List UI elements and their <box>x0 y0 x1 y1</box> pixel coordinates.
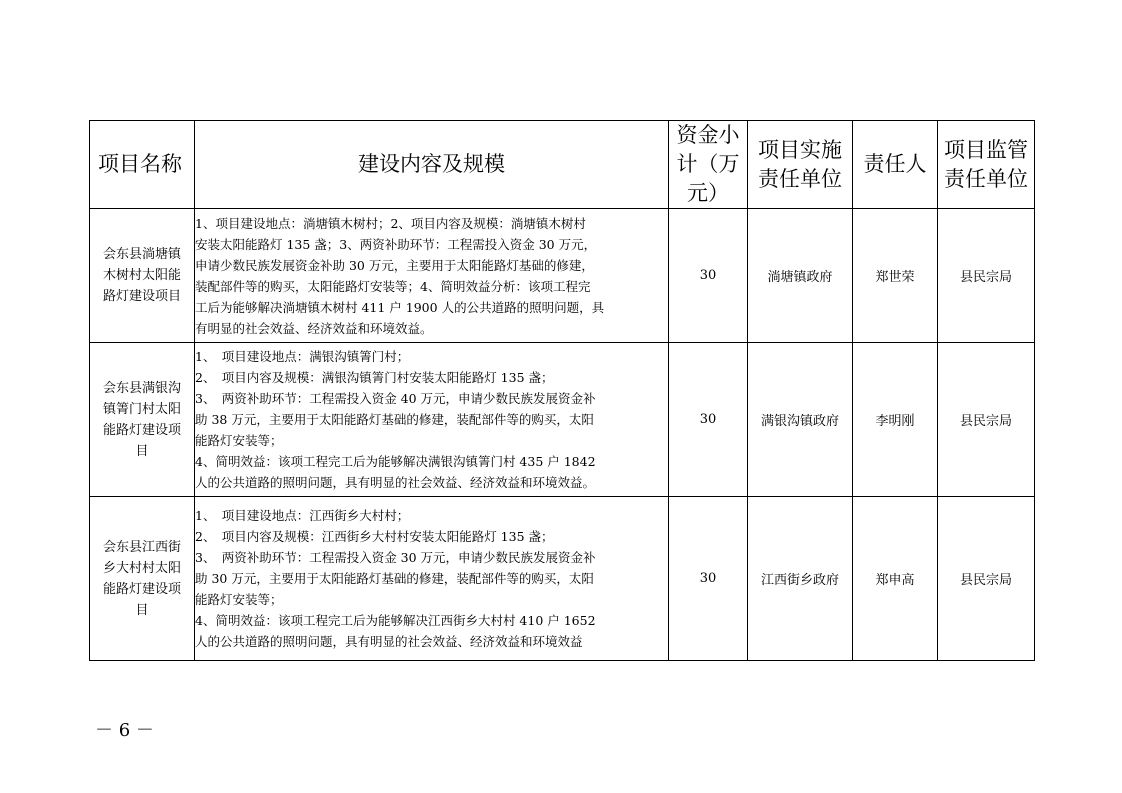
implementing-unit-cell: 淌塘镇政府 <box>748 209 853 343</box>
header-supervisor-line: 项目监管 <box>944 137 1028 162</box>
project-name-line: 会东县满银沟 <box>102 380 181 396</box>
supervising-unit-cell: 县民宗局 <box>938 343 1035 497</box>
project-name-line: 会东县江西街 <box>102 539 181 555</box>
content-line: 申请少数民族发展资金补助 30 万元，主要用于太阳能路灯基础的修建， <box>195 257 594 273</box>
content-line: 装配部件等的购买，太阳能路灯安装等；4、简明效益分析：该项工程完 <box>195 278 591 294</box>
content-line: 能路灯安装等； <box>195 433 283 448</box>
project-name-line: 路灯建设项目 <box>102 289 181 304</box>
funds-cell: 30 <box>669 497 748 661</box>
header-implementing-unit <box>748 121 853 209</box>
responsible-person-cell: 李明刚 <box>853 343 938 497</box>
content-line: 人的公共道路的照明问题，具有明显的社会效益、经济效益和环境效益 <box>195 634 583 649</box>
header-unit-line: 项目实施 <box>758 137 842 162</box>
table-row <box>90 209 1035 343</box>
table-row <box>90 497 1035 661</box>
content-line: 3、 两资补助环节：工程需投入资金 40 万元，申请少数民族发展资金补 <box>195 391 596 406</box>
content-line: 有明显的社会效益、经济效益和环境效益。 <box>195 320 433 336</box>
header-funds-line: 计（万 <box>676 152 740 176</box>
content-line: 2、 项目内容及规模：江西街乡大村村安装太阳能路灯 135 盏； <box>195 529 554 544</box>
project-name-line: 目 <box>135 443 149 459</box>
content-line: 人的公共道路的照明问题，具有明显的社会效益、经济效益和环境效益。 <box>195 475 596 490</box>
table-header-row <box>90 121 1035 209</box>
project-name-line: 乡大村村太阳 <box>102 560 181 576</box>
header-project-name: 项目名称 <box>90 121 195 209</box>
header-content-scale: 建设内容及规模 <box>195 121 669 209</box>
header-responsible-person: 责任人 <box>853 121 938 209</box>
supervising-unit-cell: 县民宗局 <box>938 497 1035 661</box>
content-line: 3、 两资补助环节：工程需投入资金 30 万元，申请少数民族发展资金补 <box>195 550 596 565</box>
responsible-person-cell: 郑申高 <box>853 497 938 661</box>
project-name-cell <box>90 343 195 497</box>
supervising-unit-cell: 县民宗局 <box>938 209 1035 343</box>
project-name-line: 能路灯建设项 <box>102 422 181 438</box>
content-line: 4、简明效益：该项工程完工后为能够解决满银沟镇箐门村 435 户 1842 <box>195 454 596 469</box>
project-name-line: 木树村太阳能 <box>102 268 181 283</box>
project-name-line: 目 <box>135 602 149 618</box>
project-content-cell <box>195 209 669 343</box>
header-unit-line: 责任单位 <box>758 166 842 191</box>
project-name-cell <box>90 209 195 343</box>
project-name-cell <box>90 497 195 661</box>
content-line: 能路灯安装等； <box>195 592 283 607</box>
implementing-unit-cell: 满银沟镇政府 <box>748 343 853 497</box>
content-line: 安装太阳能路灯 135 盏；3、两资补助环节：工程需投入资金 30 万元， <box>195 236 597 252</box>
responsible-person-cell: 郑世荣 <box>853 209 938 343</box>
table-row <box>90 343 1035 497</box>
content-line: 助 30 万元，主要用于太阳能路灯基础的修建，装配部件等的购买，太阳 <box>195 571 594 586</box>
content-line: 1、 项目建设地点：江西街乡大村村； <box>195 508 410 523</box>
content-line: 1、项目建设地点：淌塘镇木树村；2、项目内容及规模：淌塘镇木树村 <box>195 215 586 231</box>
funds-cell: 30 <box>669 343 748 497</box>
project-name-line: 镇箐门村太阳 <box>102 401 181 417</box>
header-supervising-unit <box>938 121 1035 209</box>
project-name-line: 会东县淌塘镇 <box>102 247 181 262</box>
header-supervisor-line: 责任单位 <box>944 166 1028 191</box>
content-line: 工后为能够解决淌塘镇木树村 411 户 1900 人的公共道路的照明问题，具 <box>195 299 605 315</box>
project-content-cell <box>195 497 669 661</box>
content-line: 1、 项目建设地点：满银沟镇箐门村； <box>195 349 410 364</box>
content-line: 2、 项目内容及规模：满银沟镇箐门村安装太阳能路灯 135 盏； <box>195 370 554 385</box>
page-number: － 6 － <box>95 720 154 741</box>
header-funds <box>669 121 748 209</box>
content-line: 4、简明效益：该项工程完工后为能够解决江西街乡大村村 410 户 1652 <box>195 613 596 628</box>
funds-cell: 30 <box>669 209 748 343</box>
project-content-cell <box>195 343 669 497</box>
project-table <box>89 120 1035 661</box>
content-line: 助 38 万元，主要用于太阳能路灯基础的修建，装配部件等的购买，太阳 <box>195 412 594 427</box>
header-funds-line: 资金小 <box>676 123 740 147</box>
project-name-line: 能路灯建设项 <box>102 581 181 597</box>
implementing-unit-cell: 江西街乡政府 <box>748 497 853 661</box>
header-funds-line: 元） <box>687 181 729 205</box>
